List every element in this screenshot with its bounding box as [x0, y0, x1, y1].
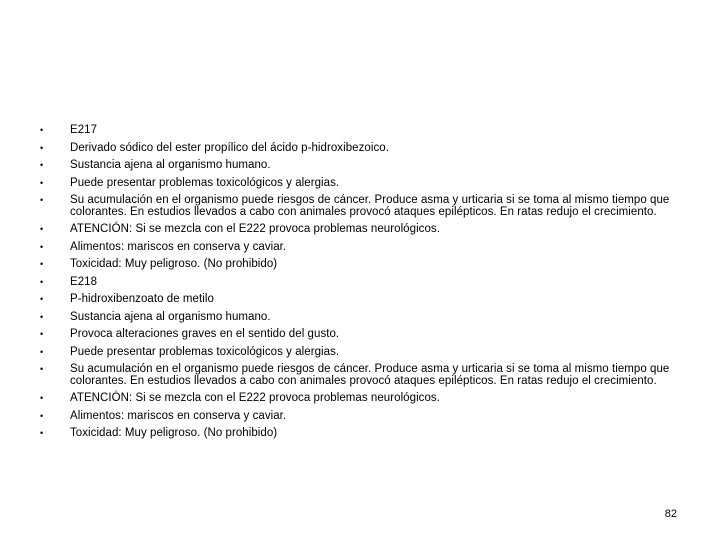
list-item-text: Derivado sódico del ester propílico del ácido p-hidroxibezoico. [70, 141, 389, 154]
list-item [40, 329, 680, 341]
bullet-icon: • [40, 276, 44, 287]
list-item [40, 347, 680, 359]
list-item-text: Su acumulación en el organismo puede riesgos de cáncer. Produce asma y urticaria si se toma al mismo tiempo que colorantes. En estudios llevados a cabo con animales provocó ataques epilépticos. En ratas redujo el crecimiento. [70, 194, 670, 218]
bullet-icon: • [40, 364, 44, 374]
bullet-icon: • [40, 177, 44, 188]
bullet-icon: • [40, 410, 44, 421]
list-item-text: Puede presentar problemas toxicológicos y alergias. [70, 345, 340, 358]
list-item-text: Toxicidad: Muy peligroso. (No prohibido) [70, 258, 278, 270]
list-item-text: P-hidroxibenzoato de metilo [70, 293, 214, 305]
bullet-icon: • [40, 329, 44, 339]
list-item-text: E218 [70, 275, 98, 288]
bullet-icon: • [40, 259, 44, 269]
list-item-text: Alimentos: mariscos en conserva y caviar. [70, 409, 287, 422]
bullet-icon: • [40, 195, 44, 205]
list-item [40, 393, 680, 405]
list-item-text: E217 [70, 124, 98, 136]
list-item [40, 312, 680, 324]
list-item [40, 125, 680, 137]
bullet-icon: • [40, 294, 44, 304]
bullet-icon: • [40, 393, 44, 403]
list-item [40, 143, 680, 155]
bullet-icon: • [40, 224, 44, 234]
bullet-icon: • [40, 428, 44, 438]
list-item-text: Provoca alteraciones graves en el sentido del gusto. [70, 328, 340, 340]
list-item-text: Sustancia ajena al organismo humano. [70, 310, 271, 323]
list-item-text: Su acumulación en el organismo puede riesgos de cáncer. Produce asma y urticaria si se toma al mismo tiempo que colorantes. En estudios llevados a cabo con animales provocó ataques epilépticos. En ratas redujo el crecimiento. [70, 363, 670, 387]
list-item [40, 242, 680, 254]
list-item [40, 294, 680, 306]
bullet-icon: • [40, 125, 44, 135]
list-item-text: Toxicidad: Muy peligroso. (No prohibido) [70, 427, 278, 439]
page-number: 82 [664, 508, 677, 520]
list-item [40, 411, 680, 423]
list-item [40, 259, 680, 271]
bullet-icon: • [40, 241, 44, 252]
list-item-text: Sustancia ajena al organismo humano. [70, 159, 271, 171]
bullet-icon: • [40, 346, 44, 357]
list-item [40, 364, 680, 387]
list-item [40, 224, 680, 236]
list-item [40, 428, 680, 440]
list-item-text: ATENCIÓN: Si se mezcla con el E222 provoca problemas neurológicos. [70, 223, 440, 235]
list-item [40, 277, 680, 289]
bullet-list [40, 125, 680, 446]
list-item-text: ATENCIÓN: Si se mezcla con el E222 provoca problemas neurológicos. [70, 392, 440, 404]
list-item [40, 178, 680, 190]
bullet-icon: • [40, 160, 44, 170]
list-item-text: Puede presentar problemas toxicológicos y alergias. [70, 176, 340, 189]
list-item [40, 195, 680, 218]
bullet-icon: • [40, 311, 44, 322]
bullet-icon: • [40, 142, 44, 153]
list-item [40, 160, 680, 172]
list-item-text: Alimentos: mariscos en conserva y caviar. [70, 240, 287, 253]
